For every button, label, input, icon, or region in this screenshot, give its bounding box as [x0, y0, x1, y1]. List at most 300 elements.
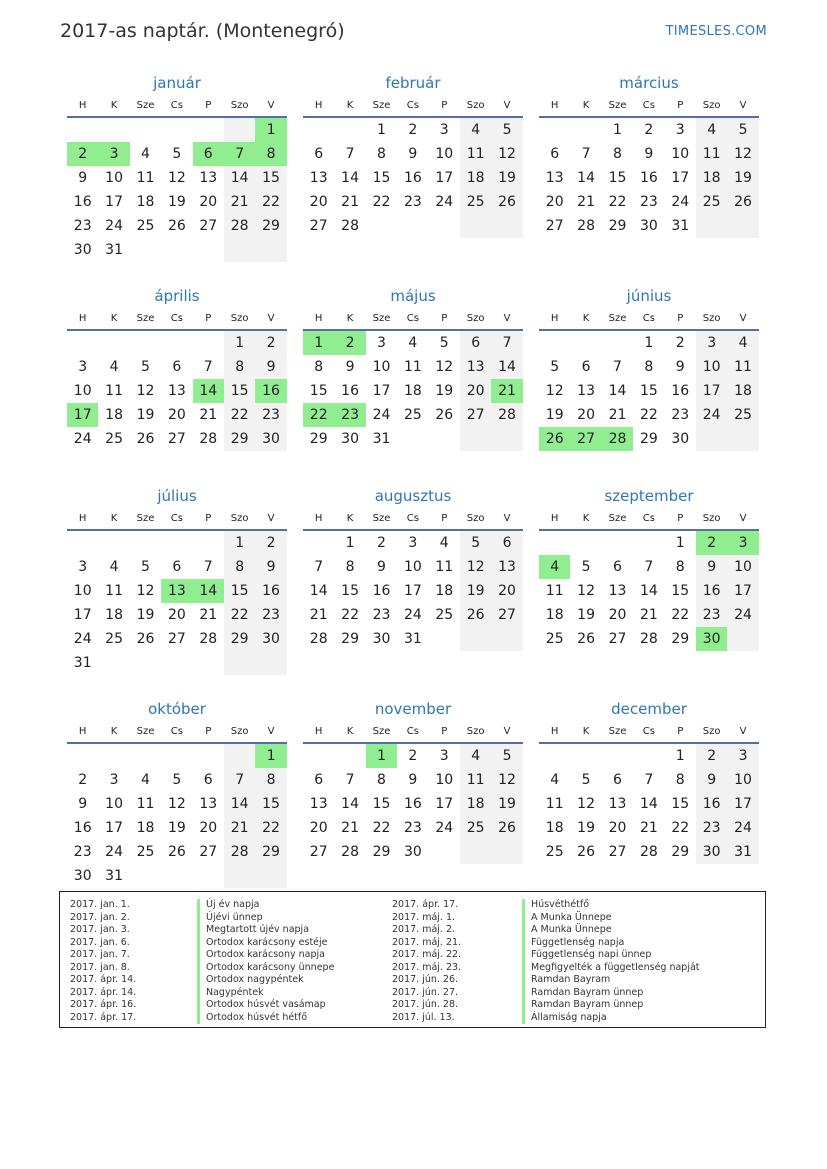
day-cell: 26	[491, 816, 522, 840]
weekday-label: V	[739, 312, 747, 324]
day-cell: 3	[727, 744, 758, 768]
empty-day-cell	[161, 651, 192, 675]
month-name: augusztus	[374, 487, 452, 505]
empty-day-cell	[193, 864, 224, 888]
day-cell: 8	[675, 772, 685, 788]
day-cell: 8	[377, 772, 386, 788]
day-cell: 23	[403, 194, 422, 210]
holiday-name: Megfigyelték a függetlenség napját	[522, 962, 752, 975]
day-cell: 5	[141, 559, 150, 575]
weekday-label: Szo	[702, 725, 721, 737]
holiday-name: Újévi ünnep	[197, 912, 392, 925]
day-cell: 15	[639, 383, 658, 399]
holiday-date: 2017. ápr. 17.	[392, 899, 459, 910]
weekday-header	[539, 507, 759, 531]
empty-day-cell	[633, 531, 664, 555]
day-cell: 18	[696, 166, 727, 190]
day-cell: 17	[727, 792, 758, 816]
day-cell: 1	[345, 535, 355, 551]
holiday-name: Nagypéntek	[197, 987, 392, 1000]
brand-link[interactable]: TIMESLES.COM	[665, 24, 767, 39]
empty-day-cell	[98, 331, 129, 355]
day-cell: 4	[408, 335, 418, 351]
day-cell: 12	[491, 768, 522, 792]
weekday-label: V	[503, 99, 511, 111]
day-cell: 18	[105, 607, 123, 623]
day-cell: 4	[439, 535, 449, 551]
weekday-label: K	[110, 99, 118, 111]
weekday-label: Sze	[608, 99, 627, 111]
weekday-label: H	[314, 99, 323, 111]
day-cell: 8	[255, 768, 286, 792]
day-cell: 24	[403, 607, 422, 623]
day-cell: 7	[491, 331, 522, 355]
day-cell: 26	[460, 603, 491, 627]
empty-day-cell	[491, 840, 522, 864]
day-cell: 7	[644, 559, 654, 575]
day-cell: 10	[727, 555, 758, 579]
weekday-label: V	[503, 512, 511, 524]
day-cell: 25	[696, 190, 727, 214]
holiday-day-cell: 27	[570, 427, 601, 451]
empty-day-cell	[98, 118, 129, 142]
month-calendar	[303, 485, 523, 685]
holiday-day-cell: 13	[161, 579, 192, 603]
day-cell: 15	[671, 583, 690, 599]
day-cell: 15	[608, 170, 627, 186]
day-cell: 20	[309, 820, 328, 836]
day-cell: 22	[255, 190, 286, 214]
day-cell: 3	[696, 331, 727, 355]
day-cell: 7	[613, 359, 622, 375]
day-cell: 9	[696, 768, 727, 792]
empty-day-cell	[539, 744, 570, 768]
day-cell: 24	[435, 820, 454, 836]
empty-day-cell	[429, 427, 460, 451]
day-cell: 10	[435, 146, 454, 162]
empty-day-cell	[130, 864, 161, 888]
day-cell: 19	[167, 820, 186, 836]
day-cell: 17	[727, 579, 758, 603]
day-cell: 11	[696, 142, 727, 166]
day-cell: 26	[491, 190, 522, 214]
day-cell: 26	[727, 190, 758, 214]
day-cell: 15	[372, 170, 391, 186]
holiday-date: 2017. júl. 13.	[392, 1011, 455, 1023]
day-cell: 22	[224, 403, 255, 427]
day-cell: 9	[345, 359, 355, 375]
day-cell: 8	[377, 146, 386, 162]
day-cell: 24	[727, 816, 758, 840]
day-cell: 19	[727, 166, 758, 190]
day-cell: 28	[639, 844, 658, 860]
weekday-label: Szo	[466, 725, 485, 737]
day-cell: 27	[460, 403, 491, 427]
day-cell: 29	[671, 844, 690, 860]
day-cell: 4	[696, 118, 727, 142]
day-cell: 9	[255, 555, 286, 579]
day-cell: 25	[727, 403, 758, 427]
empty-day-cell	[193, 331, 224, 355]
day-cell: 29	[341, 631, 359, 647]
day-cell: 30	[341, 431, 359, 447]
day-cell: 20	[309, 194, 328, 210]
day-cell: 10	[105, 796, 123, 812]
day-grid	[303, 118, 523, 238]
day-cell: 18	[460, 792, 491, 816]
holiday-date: 2017. jan. 6.	[70, 936, 130, 948]
weekday-label: Cs	[642, 725, 655, 737]
empty-day-cell	[397, 214, 428, 238]
holiday-date: 2017. ápr. 14.	[70, 974, 137, 985]
day-cell: 5	[172, 772, 182, 788]
day-cell: 4	[460, 744, 491, 768]
weekday-label: Szo	[230, 312, 249, 324]
day-cell: 25	[105, 431, 123, 447]
holiday-day-cell: 6	[193, 142, 224, 166]
empty-day-cell	[570, 331, 601, 355]
month-name: március	[619, 74, 679, 92]
holiday-names-col-1	[197, 899, 392, 1027]
weekday-label: K	[346, 512, 354, 524]
day-cell: 18	[136, 194, 155, 210]
day-cell: 6	[203, 772, 213, 788]
day-cell: 27	[199, 218, 218, 234]
day-cell: 23	[255, 403, 286, 427]
page-title: 2017-as naptár. (Montenegró)	[60, 20, 345, 42]
weekday-label: H	[78, 512, 87, 524]
day-cell: 28	[639, 631, 658, 647]
day-cell: 14	[224, 166, 255, 190]
day-cell: 7	[345, 772, 355, 788]
empty-day-cell	[224, 238, 255, 262]
empty-day-cell	[130, 744, 161, 768]
day-cell: 13	[608, 583, 627, 599]
empty-day-cell	[224, 744, 255, 768]
month-name: április	[154, 287, 200, 305]
holiday-day-cell: 1	[366, 744, 397, 768]
day-cell: 29	[309, 431, 328, 447]
empty-day-cell	[161, 331, 192, 355]
holiday-name: Megtartott újév napja	[197, 924, 392, 937]
holiday-name: Ramdan Bayram	[522, 974, 752, 987]
month-name: május	[390, 287, 436, 305]
holiday-date: 2017. jan. 7.	[70, 949, 130, 960]
day-cell: 17	[73, 607, 92, 623]
holiday-date: 2017. jan. 3.	[70, 924, 130, 935]
weekday-header	[67, 507, 287, 531]
day-cell: 10	[671, 146, 690, 162]
day-cell: 16	[403, 170, 422, 186]
day-cell: 6	[613, 772, 622, 788]
day-cell: 20	[545, 194, 564, 210]
day-cell: 17	[105, 820, 123, 836]
day-cell: 17	[105, 194, 123, 210]
day-cell: 3	[78, 559, 88, 575]
day-cell: 15	[671, 796, 690, 812]
day-cell: 31	[727, 840, 758, 864]
day-cell: 11	[105, 583, 123, 599]
holiday-day-cell: 2	[696, 531, 727, 555]
day-cell: 12	[727, 142, 758, 166]
empty-day-cell	[366, 214, 397, 238]
day-cell: 10	[372, 359, 391, 375]
weekday-label: V	[503, 725, 511, 737]
weekday-label: Sze	[372, 99, 391, 111]
weekday-header	[539, 307, 759, 331]
day-grid	[303, 331, 523, 451]
day-cell: 18	[727, 379, 758, 403]
day-cell: 29	[224, 627, 255, 651]
day-cell: 24	[671, 194, 690, 210]
day-cell: 7	[203, 559, 213, 575]
day-cell: 11	[403, 359, 422, 375]
empty-day-cell	[491, 427, 522, 451]
day-cell: 11	[435, 559, 454, 575]
weekday-label: V	[739, 725, 747, 737]
day-cell: 21	[224, 190, 255, 214]
empty-day-cell	[429, 627, 460, 651]
empty-day-cell	[224, 864, 255, 888]
day-cell: 3	[675, 122, 685, 138]
holiday-date: 2017. máj. 21.	[392, 936, 462, 948]
day-cell: 3	[78, 359, 88, 375]
day-cell: 30	[73, 868, 92, 884]
empty-day-cell	[727, 427, 758, 451]
day-cell: 20	[577, 407, 595, 423]
weekday-label: P	[205, 725, 212, 737]
weekday-label: Cs	[642, 312, 655, 324]
day-grid	[539, 744, 759, 864]
weekday-label: H	[78, 725, 87, 737]
day-cell: 20	[199, 194, 218, 210]
day-cell: 17	[671, 170, 690, 186]
holiday-name: A Munka Ünnepe	[522, 924, 752, 937]
day-cell: 4	[727, 331, 758, 355]
day-cell: 27	[608, 844, 627, 860]
day-cell: 11	[460, 768, 491, 792]
day-cell: 12	[136, 383, 155, 399]
weekday-label: Cs	[406, 725, 419, 737]
day-cell: 2	[644, 122, 654, 138]
day-cell: 17	[435, 170, 454, 186]
holiday-dates-col-1	[70, 899, 197, 1027]
day-cell: 12	[545, 383, 564, 399]
day-cell: 1	[224, 331, 255, 355]
empty-day-cell	[193, 238, 224, 262]
weekday-label: H	[78, 99, 87, 111]
day-cell: 18	[105, 407, 123, 423]
holiday-day-cell: 26	[539, 427, 570, 451]
empty-day-cell	[67, 331, 98, 355]
empty-day-cell	[570, 744, 601, 768]
day-cell: 25	[460, 816, 491, 840]
day-grid	[539, 118, 759, 238]
day-cell: 2	[377, 535, 386, 551]
empty-day-cell	[334, 118, 365, 142]
empty-day-cell	[303, 531, 334, 555]
holiday-date: 2017. jan. 8.	[70, 961, 130, 973]
day-cell: 21	[341, 194, 359, 210]
month-calendar	[67, 485, 287, 698]
weekday-label: P	[677, 312, 684, 324]
empty-day-cell	[602, 744, 633, 768]
day-cell: 8	[314, 359, 324, 375]
weekday-label: Cs	[170, 99, 183, 111]
weekday-label: Szo	[466, 512, 485, 524]
day-cell: 13	[545, 170, 564, 186]
day-cell: 25	[435, 607, 454, 623]
day-cell: 20	[608, 607, 627, 623]
day-cell: 1	[675, 748, 685, 764]
day-cell: 12	[136, 583, 155, 599]
empty-day-cell	[460, 214, 491, 238]
day-cell: 8	[644, 359, 654, 375]
weekday-label: K	[582, 725, 590, 737]
month-calendar	[303, 698, 523, 898]
empty-day-cell	[696, 214, 727, 238]
day-cell: 14	[341, 796, 359, 812]
day-cell: 6	[613, 559, 622, 575]
empty-day-cell	[696, 427, 727, 451]
day-cell: 31	[403, 631, 422, 647]
day-cell: 30	[255, 427, 286, 451]
day-cell: 12	[491, 142, 522, 166]
weekday-label: Sze	[136, 725, 155, 737]
weekday-label: Cs	[406, 99, 419, 111]
day-cell: 19	[167, 194, 186, 210]
weekday-label: H	[550, 725, 559, 737]
day-cell: 10	[403, 559, 422, 575]
day-cell: 11	[460, 142, 491, 166]
weekday-label: Szo	[702, 99, 721, 111]
empty-day-cell	[334, 744, 365, 768]
day-cell: 29	[255, 840, 286, 864]
day-cell: 28	[491, 403, 522, 427]
day-cell: 13	[167, 383, 186, 399]
holiday-day-cell: 1	[255, 744, 286, 768]
day-cell: 19	[577, 607, 595, 623]
day-cell: 30	[671, 431, 690, 447]
weekday-label: P	[441, 312, 448, 324]
holiday-day-cell: 28	[602, 427, 633, 451]
day-cell: 3	[439, 748, 449, 764]
day-cell: 30	[403, 844, 422, 860]
weekday-header	[539, 94, 759, 118]
holiday-name: Ramdan Bayram ünnep	[522, 999, 752, 1012]
holiday-list	[59, 891, 766, 1028]
holiday-day-cell: 1	[255, 118, 286, 142]
day-cell: 21	[639, 607, 658, 623]
day-cell: 26	[167, 844, 186, 860]
day-cell: 7	[314, 559, 324, 575]
day-cell: 4	[109, 359, 119, 375]
day-cell: 30	[639, 218, 658, 234]
day-cell: 5	[550, 359, 560, 375]
day-cell: 14	[341, 170, 359, 186]
day-cell: 14	[608, 383, 627, 399]
holiday-name: Új év napja	[197, 899, 392, 912]
day-cell: 12	[577, 796, 595, 812]
day-cell: 31	[372, 431, 391, 447]
day-cell: 4	[141, 146, 150, 162]
empty-day-cell	[303, 744, 334, 768]
day-cell: 13	[309, 170, 328, 186]
calendar-grid	[67, 72, 759, 911]
day-cell: 20	[608, 820, 627, 836]
empty-day-cell	[570, 118, 601, 142]
month-calendar	[539, 285, 759, 485]
day-grid	[67, 118, 287, 262]
weekday-label: V	[739, 512, 747, 524]
holiday-names-col-2	[522, 899, 752, 1027]
month-calendar	[67, 698, 287, 911]
weekday-label: K	[346, 725, 354, 737]
day-cell: 18	[435, 583, 454, 599]
day-cell: 8	[613, 146, 622, 162]
day-cell: 9	[78, 170, 88, 186]
month-name: november	[374, 700, 452, 718]
month-calendar	[303, 285, 523, 485]
month-name: január	[153, 74, 201, 92]
day-grid	[67, 331, 287, 451]
day-cell: 25	[545, 844, 564, 860]
empty-day-cell	[460, 427, 491, 451]
day-cell: 15	[255, 792, 286, 816]
day-cell: 6	[460, 331, 491, 355]
weekday-header	[303, 507, 523, 531]
day-cell: 28	[224, 214, 255, 238]
day-cell: 26	[167, 218, 186, 234]
day-cell: 20	[491, 579, 522, 603]
day-cell: 6	[314, 146, 324, 162]
day-cell: 16	[255, 579, 286, 603]
weekday-label: V	[267, 99, 275, 111]
day-cell: 14	[577, 170, 595, 186]
weekday-label: H	[314, 512, 323, 524]
weekday-header	[303, 94, 523, 118]
empty-day-cell	[539, 331, 570, 355]
weekday-label: H	[78, 312, 87, 324]
weekday-label: K	[110, 725, 118, 737]
empty-day-cell	[429, 840, 460, 864]
weekday-header	[67, 94, 287, 118]
day-cell: 27	[199, 844, 218, 860]
day-cell: 30	[73, 242, 92, 258]
weekday-label: Szo	[702, 312, 721, 324]
month-name: július	[157, 487, 197, 505]
day-cell: 10	[727, 768, 758, 792]
day-cell: 31	[105, 868, 123, 884]
day-cell: 10	[696, 355, 727, 379]
month-name: október	[148, 700, 206, 718]
weekday-label: P	[441, 725, 448, 737]
day-cell: 25	[136, 844, 155, 860]
weekday-label: Cs	[642, 99, 655, 111]
day-cell: 7	[224, 768, 255, 792]
day-cell: 26	[577, 844, 595, 860]
day-cell: 29	[255, 214, 286, 238]
day-cell: 12	[167, 170, 186, 186]
empty-day-cell	[224, 118, 255, 142]
day-cell: 5	[439, 335, 449, 351]
weekday-label: Sze	[608, 312, 627, 324]
day-cell: 9	[675, 359, 685, 375]
day-grid	[67, 531, 287, 675]
day-cell: 24	[105, 844, 123, 860]
day-cell: 14	[639, 796, 658, 812]
weekday-label: V	[267, 512, 275, 524]
